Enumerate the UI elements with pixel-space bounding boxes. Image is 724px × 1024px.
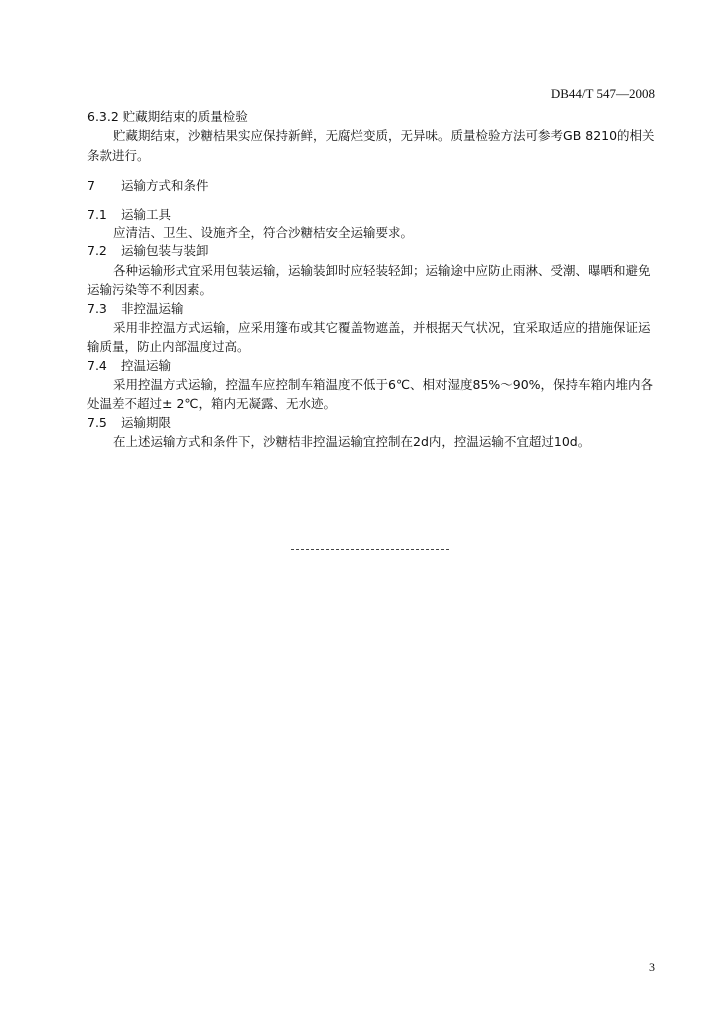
section-heading-7-4 <box>87 357 171 375</box>
section-title: 贮藏期结束的质量检验 <box>122 109 248 124</box>
section-title: 控温运输 <box>120 358 171 373</box>
end-of-document-rule <box>291 549 449 550</box>
paragraph-line: 条款进行。 <box>87 148 150 163</box>
section-number: 7.2 <box>87 243 107 258</box>
section-number: 7.1 <box>87 207 107 222</box>
paragraph-line: 处温差不超过± 2℃，箱内无凝露、无水迹。 <box>87 396 336 411</box>
section-title: 运输工具 <box>120 207 171 222</box>
paragraph-line: 采用非控温方式运输，应采用篷布或其它覆盖物遮盖，并根据天气状况，宜采取适应的措施保证运 <box>113 320 651 335</box>
section-heading-6-3-2 <box>87 108 248 126</box>
section-number: 7.3 <box>87 301 107 316</box>
paragraph-line: 采用控温方式运输，控温车应控制车箱温度不低于6℃、相对湿度85%～90%，保持车箱内堆内各 <box>113 377 654 392</box>
paragraph-line: 各种运输形式宜采用包装运输，运输装卸时应轻装轻卸；运输途中应防止雨淋、受潮、曝晒和避免 <box>113 263 651 278</box>
section-heading-7-3 <box>87 300 184 318</box>
paragraph-line: 输质量，防止内部温度过高。 <box>87 339 250 354</box>
page-number: 3 <box>649 960 655 974</box>
section-heading-7-5 <box>87 414 171 432</box>
section-number: 7 <box>87 178 95 193</box>
section-heading-7-2 <box>87 242 209 260</box>
paragraph-line: 贮藏期结束，沙糖桔果实应保持新鲜，无腐烂变质，无异味。质量检验方法可参考GB 8210的相关 <box>113 128 655 143</box>
standard-code: DB44/T 547—2008 <box>550 86 655 101</box>
section-heading-7-1 <box>87 206 171 224</box>
section-number: 7.5 <box>87 415 107 430</box>
section-number: 7.4 <box>87 358 107 373</box>
paragraph-line: 在上述运输方式和条件下，沙糖桔非控温运输宜控制在2d内，控温运输不宜超过10d。 <box>113 434 591 449</box>
section-title: 非控温运输 <box>120 301 184 316</box>
section-title: 运输期限 <box>120 415 171 430</box>
section-number: 6.3.2 <box>87 109 119 124</box>
section-heading-7 <box>87 177 209 195</box>
paragraph-line: 运输污染等不利因素。 <box>87 282 213 297</box>
section-title: 运输方式和条件 <box>120 178 209 193</box>
paragraph-line: 应清洁、卫生、设施齐全，符合沙糖桔安全运输要求。 <box>113 225 414 240</box>
section-title: 运输包装与装卸 <box>120 243 209 258</box>
